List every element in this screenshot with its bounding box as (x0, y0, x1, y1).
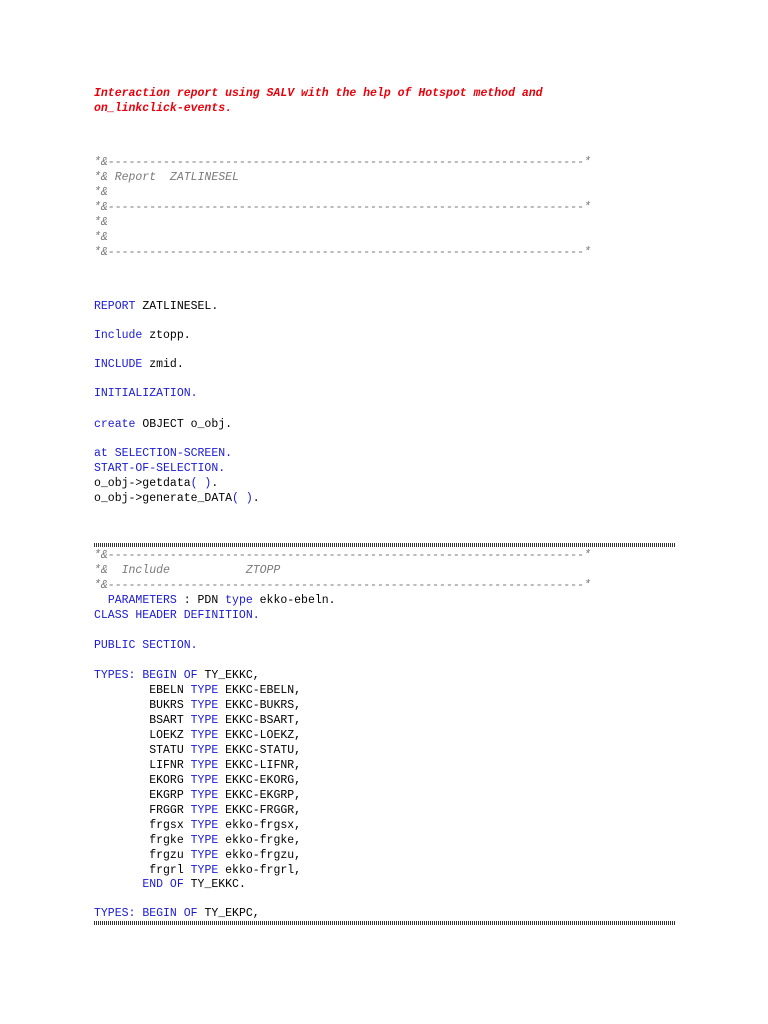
code-text: : PDN (176, 594, 226, 607)
keyword: TYPE (183, 849, 219, 862)
type-field-row (94, 863, 301, 878)
code-generate-line (94, 491, 260, 506)
code-start-of-selection-line: START-OF-SELECTION. (94, 462, 226, 475)
field-name: EKGRP (149, 789, 184, 802)
field-reference: EKKC-BSART, (218, 714, 302, 727)
field-reference: ekko-frgrl, (218, 864, 302, 877)
type-field-row (94, 788, 301, 803)
field-reference: EKKC-EKGRP, (218, 789, 302, 802)
field-reference: EKKC-EBELN, (218, 684, 302, 697)
keyword: TYPE (183, 834, 219, 847)
field-name: FRGGR (149, 804, 184, 817)
keyword: TYPE (183, 759, 219, 772)
type-field-row (94, 773, 301, 788)
field-name: BUKRS (149, 699, 184, 712)
field-reference: ekko-frgsx, (218, 819, 302, 832)
code-create-line (94, 417, 232, 432)
heading-line-2: on_linkclick-events. (94, 102, 233, 115)
field-reference: EKKC-FRGGR, (218, 804, 302, 817)
field-name: frgrl (149, 864, 184, 877)
page-separator (94, 543, 676, 547)
code-text: TY_EKKC. (183, 878, 246, 891)
keyword: TYPE (183, 819, 219, 832)
field-reference: EKKC-EKORG, (218, 774, 302, 787)
code-text: . (252, 492, 260, 505)
keyword: ( ) (190, 477, 212, 490)
code-text: . (211, 477, 219, 490)
type-field-row (94, 833, 301, 848)
keyword: type (225, 594, 253, 607)
field-reference: EKKC-LIFNR, (218, 759, 302, 772)
code-text: ztopp. (142, 329, 191, 342)
comment-report-line: *& Report ZATLINESEL (94, 171, 239, 184)
code-getdata-line (94, 476, 218, 491)
field-name: frgsx (149, 819, 184, 832)
type-field-row (94, 728, 301, 743)
code-text: zmid. (142, 358, 184, 371)
field-name: frgke (149, 834, 184, 847)
keyword: PARAMETERS (107, 594, 177, 607)
code-text: OBJECT o_obj. (135, 418, 233, 431)
keyword: TYPE (183, 684, 219, 697)
code-include-line (94, 328, 191, 343)
field-name: LIFNR (149, 759, 184, 772)
keyword: TYPES: (94, 907, 136, 920)
field-reference: EKKC-BUKRS, (218, 699, 302, 712)
field-reference: ekko-frgke, (218, 834, 302, 847)
type-field-row (94, 683, 301, 698)
code-types-line (94, 668, 260, 683)
code-text: ekko-ebeln. (252, 594, 336, 607)
keyword: BEGIN OF (135, 907, 198, 920)
keyword: TYPE (183, 864, 219, 877)
page-separator (94, 921, 676, 925)
keyword: TYPE (183, 744, 219, 757)
type-field-row (94, 848, 301, 863)
keyword: END OF (142, 878, 184, 891)
comment-rule: *&---------------------------------------------------------------------* (94, 549, 591, 562)
code-text: ZATLINESEL. (135, 300, 219, 313)
heading-line-1: Interaction report using SALV with the help of Hotspot method and (94, 87, 543, 100)
code-include-line (94, 357, 184, 372)
field-name: frgzu (149, 849, 184, 862)
comment-blank: *& (94, 216, 108, 229)
field-name: EBELN (149, 684, 184, 697)
code-parameters-line (94, 593, 336, 608)
comment-rule: *&---------------------------------------------------------------------* (94, 246, 591, 259)
code-text: TY_EKKC, (197, 669, 260, 682)
code-text: TY_EKPC, (197, 907, 260, 920)
keyword: Include (94, 329, 143, 342)
code-text: o_obj->generate_DATA (94, 492, 233, 505)
keyword: create (94, 418, 136, 431)
keyword: TYPE (183, 714, 219, 727)
keyword: TYPE (183, 804, 219, 817)
type-field-row (94, 758, 301, 773)
code-public-section-line: PUBLIC SECTION. (94, 639, 198, 652)
type-field-row (94, 803, 301, 818)
comment-rule: *&---------------------------------------------------------------------* (94, 579, 591, 592)
type-field-row (94, 818, 301, 833)
field-reference: EKKC-LOEKZ, (218, 729, 302, 742)
field-name: STATU (149, 744, 184, 757)
keyword: TYPE (183, 774, 219, 787)
keyword: REPORT (94, 300, 136, 313)
keyword: TYPES: (94, 669, 136, 682)
type-field-row (94, 743, 301, 758)
code-report-line (94, 299, 218, 314)
comment-include-line: *& Include ZTOPP (94, 564, 281, 577)
code-types-line (94, 906, 260, 921)
field-reference: ekko-frgzu, (218, 849, 302, 862)
keyword: TYPE (183, 729, 219, 742)
document-heading (94, 86, 654, 116)
field-name: LOEKZ (149, 729, 184, 742)
comment-blank: *& (94, 231, 108, 244)
field-name: BSART (149, 714, 184, 727)
field-reference: EKKC-STATU, (218, 744, 302, 757)
type-field-row (94, 698, 301, 713)
comment-blank: *& (94, 186, 108, 199)
code-class-definition-line: CLASS HEADER DEFINITION. (94, 609, 260, 622)
keyword: ( ) (232, 492, 253, 505)
code-initialization-line: INITIALIZATION. (94, 387, 198, 400)
code-text: o_obj->getdata (94, 477, 191, 490)
keyword: BEGIN OF (135, 669, 198, 682)
keyword: TYPE (183, 789, 219, 802)
code-end-of-line (94, 877, 246, 892)
type-field-row (94, 713, 301, 728)
comment-rule: *&---------------------------------------------------------------------* (94, 201, 591, 214)
comment-rule: *&---------------------------------------------------------------------* (94, 156, 591, 169)
code-at-selection-line: at SELECTION-SCREEN. (94, 447, 233, 460)
field-name: EKORG (149, 774, 184, 787)
keyword: TYPE (183, 699, 219, 712)
keyword: INCLUDE (94, 358, 143, 371)
